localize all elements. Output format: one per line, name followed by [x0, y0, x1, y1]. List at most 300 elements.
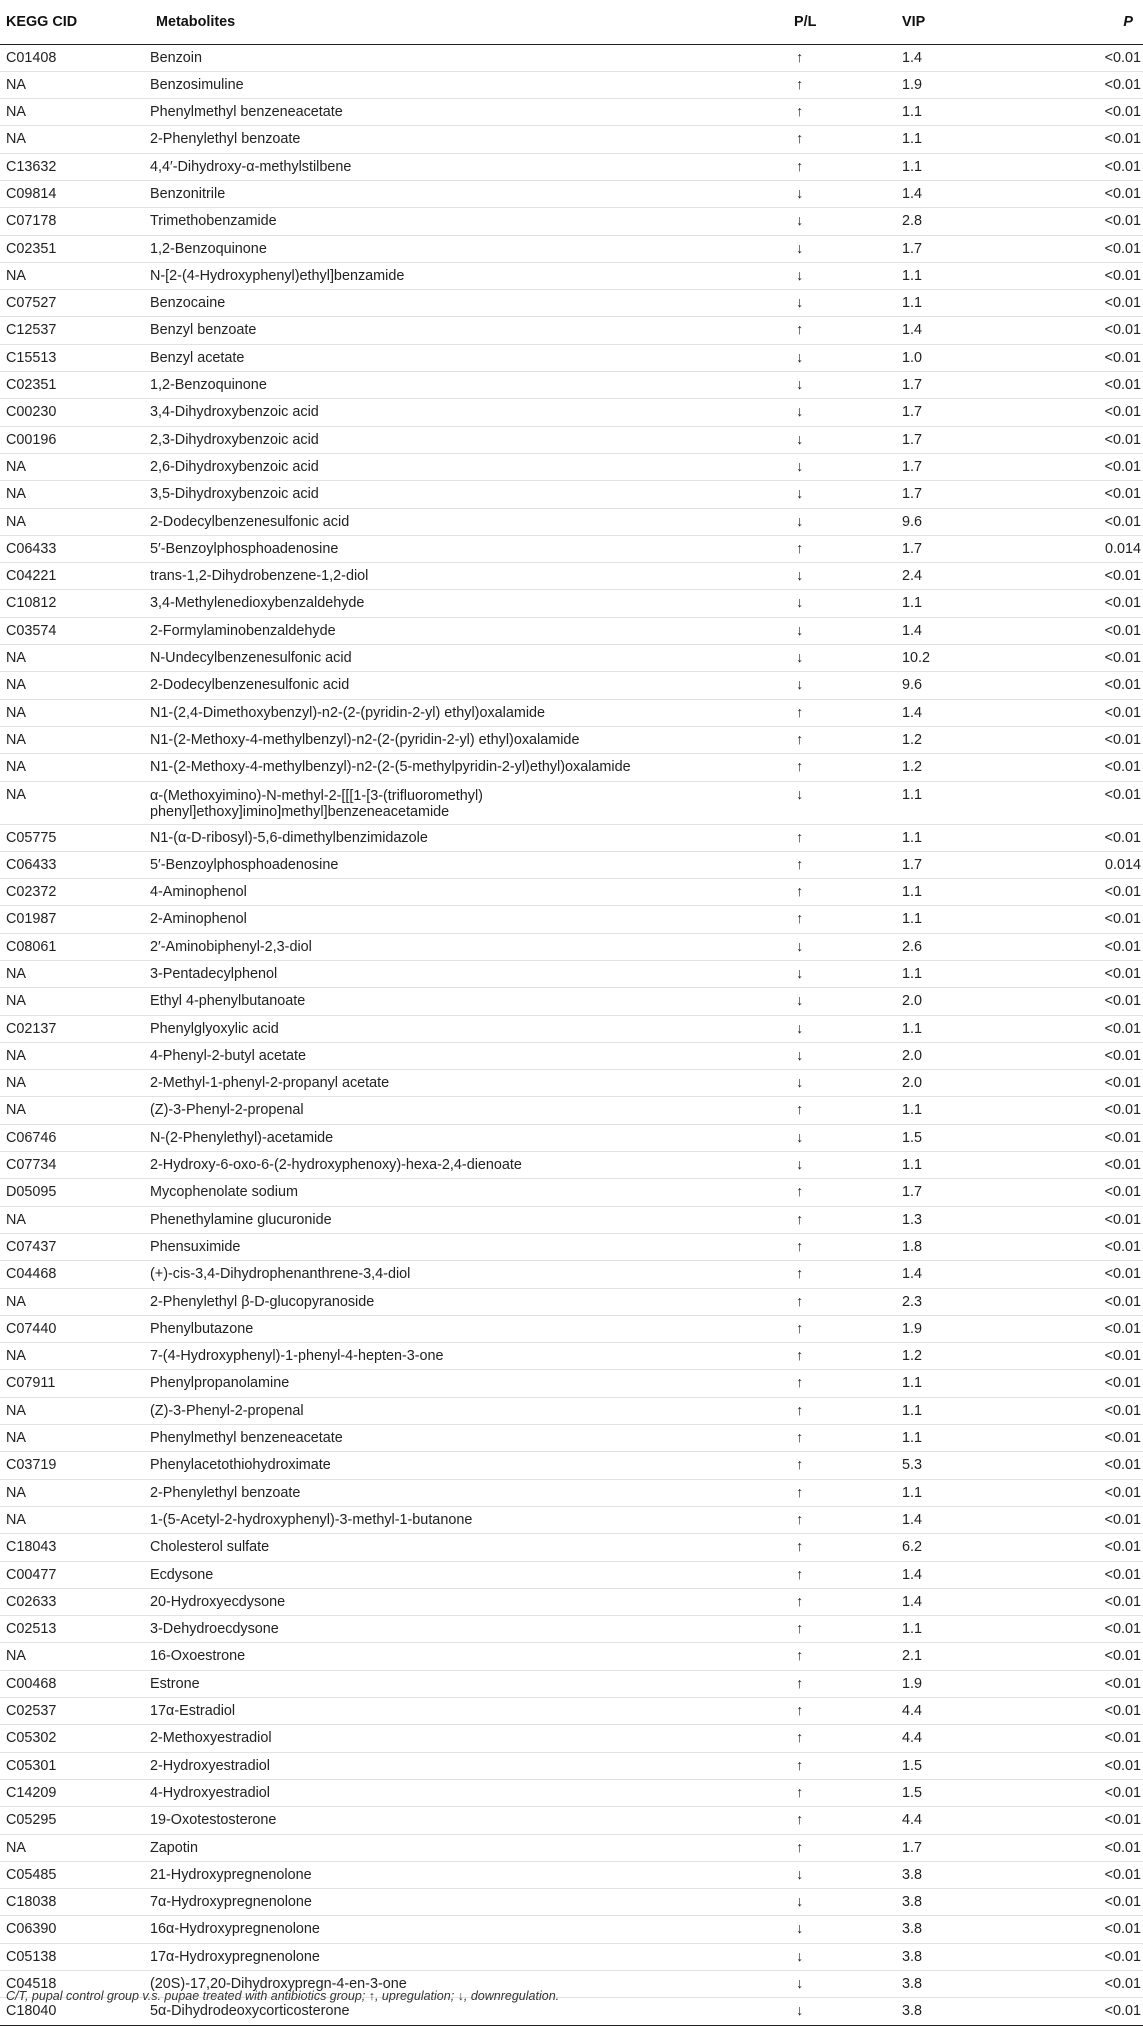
cell-kegg-cid: C14209: [0, 1779, 150, 1806]
table-row: [0, 1889, 1143, 1916]
cell-kegg-cid: C06433: [0, 851, 150, 878]
cell-pl-direction: ↓: [764, 1998, 880, 2025]
cell-kegg-cid: NA: [0, 508, 150, 535]
table-row: [0, 1315, 1143, 1342]
table-row: [0, 1425, 1143, 1452]
table-row: [0, 1343, 1143, 1370]
cell-pl-direction: ↓: [764, 372, 880, 399]
cell-metabolite: Benzyl acetate: [150, 344, 764, 371]
cell-vip: 1.7: [880, 453, 1005, 480]
cell-kegg-cid: NA: [0, 1643, 150, 1670]
cell-metabolite: 17α-Estradiol: [150, 1698, 764, 1725]
cell-pl-direction: ↓: [764, 426, 880, 453]
cell-kegg-cid: C07734: [0, 1152, 150, 1179]
cell-kegg-cid: NA: [0, 699, 150, 726]
table-row: [0, 1206, 1143, 1233]
cell-p-value: <0.01: [1005, 1889, 1143, 1916]
cell-kegg-cid: NA: [0, 672, 150, 699]
cell-pl-direction: ↓: [764, 399, 880, 426]
cell-vip: 1.1: [880, 153, 1005, 180]
table-row: [0, 1124, 1143, 1151]
table-row: [0, 1588, 1143, 1615]
cell-vip: 4.4: [880, 1725, 1005, 1752]
cell-pl-direction: ↓: [764, 933, 880, 960]
cell-metabolite: 4-Phenyl-2-butyl acetate: [150, 1042, 764, 1069]
header-pl: P/L: [764, 0, 880, 44]
cell-metabolite: Benzyl benzoate: [150, 317, 764, 344]
cell-kegg-cid: NA: [0, 1097, 150, 1124]
cell-pl-direction: ↑: [764, 1506, 880, 1533]
table-row: [0, 99, 1143, 126]
cell-vip: 1.9: [880, 1315, 1005, 1342]
cell-metabolite: Estrone: [150, 1670, 764, 1697]
cell-metabolite: Ethyl 4-phenylbutanoate: [150, 988, 764, 1015]
table-row: [0, 1861, 1143, 1888]
cell-metabolite: N1-(2,4-Dimethoxybenzyl)-n2-(2-(pyridin-2-yl) ethyl)oxalamide: [150, 699, 764, 726]
cell-vip: 1.1: [880, 590, 1005, 617]
cell-vip: 1.7: [880, 399, 1005, 426]
table-row: [0, 781, 1143, 824]
table-row: [0, 563, 1143, 590]
cell-kegg-cid: NA: [0, 781, 150, 824]
cell-pl-direction: ↑: [764, 754, 880, 781]
cell-pl-direction: ↑: [764, 1725, 880, 1752]
cell-p-value: <0.01: [1005, 617, 1143, 644]
table-row: [0, 1179, 1143, 1206]
table-row: [0, 153, 1143, 180]
cell-vip: 2.1: [880, 1643, 1005, 1670]
cell-p-value: <0.01: [1005, 1616, 1143, 1643]
cell-metabolite: 4-Aminophenol: [150, 879, 764, 906]
cell-vip: 1.1: [880, 290, 1005, 317]
cell-p-value: <0.01: [1005, 906, 1143, 933]
cell-pl-direction: ↓: [764, 563, 880, 590]
cell-pl-direction: ↓: [764, 1970, 880, 1997]
cell-kegg-cid: NA: [0, 1288, 150, 1315]
cell-kegg-cid: C12537: [0, 317, 150, 344]
table-row: [0, 851, 1143, 878]
cell-pl-direction: ↑: [764, 1643, 880, 1670]
cell-p-value: <0.01: [1005, 1233, 1143, 1260]
cell-p-value: <0.01: [1005, 99, 1143, 126]
cell-pl-direction: ↓: [764, 481, 880, 508]
table-row: [0, 1152, 1143, 1179]
cell-pl-direction: ↓: [764, 1152, 880, 1179]
cell-vip: 4.4: [880, 1807, 1005, 1834]
cell-vip: 1.2: [880, 754, 1005, 781]
cell-p-value: 0.014: [1005, 535, 1143, 562]
cell-p-value: <0.01: [1005, 1943, 1143, 1970]
table-row: [0, 1616, 1143, 1643]
cell-pl-direction: ↓: [764, 1861, 880, 1888]
table-row: [0, 754, 1143, 781]
table-row: [0, 1916, 1143, 1943]
cell-p-value: <0.01: [1005, 754, 1143, 781]
cell-kegg-cid: NA: [0, 1425, 150, 1452]
cell-vip: 1.4: [880, 180, 1005, 207]
table-row: [0, 1261, 1143, 1288]
cell-vip: 1.3: [880, 1206, 1005, 1233]
cell-vip: 1.5: [880, 1752, 1005, 1779]
cell-p-value: <0.01: [1005, 1042, 1143, 1069]
table-row: [0, 235, 1143, 262]
cell-metabolite: 3,4-Dihydroxybenzoic acid: [150, 399, 764, 426]
cell-metabolite: N1-(α-D-ribosyl)-5,6-dimethylbenzimidazole: [150, 824, 764, 851]
cell-vip: 3.8: [880, 1889, 1005, 1916]
cell-vip: 2.0: [880, 1042, 1005, 1069]
cell-metabolite: 3-Pentadecylphenol: [150, 961, 764, 988]
cell-p-value: <0.01: [1005, 1861, 1143, 1888]
cell-kegg-cid: C02513: [0, 1616, 150, 1643]
cell-vip: 1.1: [880, 1425, 1005, 1452]
cell-p-value: <0.01: [1005, 71, 1143, 98]
cell-vip: 2.6: [880, 933, 1005, 960]
cell-vip: 1.5: [880, 1779, 1005, 1806]
cell-metabolite: 5α-Dihydrodeoxycorticosterone: [150, 1998, 764, 2025]
cell-vip: 1.4: [880, 1506, 1005, 1533]
cell-metabolite: (Z)-3-Phenyl-2-propenal: [150, 1397, 764, 1424]
cell-kegg-cid: C07527: [0, 290, 150, 317]
cell-p-value: <0.01: [1005, 44, 1143, 71]
cell-pl-direction: ↑: [764, 879, 880, 906]
cell-kegg-cid: NA: [0, 726, 150, 753]
cell-metabolite: 20-Hydroxyecdysone: [150, 1588, 764, 1615]
cell-p-value: <0.01: [1005, 1752, 1143, 1779]
cell-metabolite: Phenethylamine glucuronide: [150, 1206, 764, 1233]
table-row: [0, 1288, 1143, 1315]
table-row: [0, 290, 1143, 317]
cell-pl-direction: ↑: [764, 1534, 880, 1561]
cell-metabolite: N1-(2-Methoxy-4-methylbenzyl)-n2-(2-(pyridin-2-yl) ethyl)oxalamide: [150, 726, 764, 753]
cell-pl-direction: ↓: [764, 961, 880, 988]
cell-pl-direction: ↓: [764, 590, 880, 617]
cell-vip: 3.8: [880, 1970, 1005, 1997]
table-row: [0, 1561, 1143, 1588]
cell-kegg-cid: C05775: [0, 824, 150, 851]
cell-metabolite: Phenylglyoxylic acid: [150, 1015, 764, 1042]
cell-pl-direction: ↑: [764, 1752, 880, 1779]
cell-metabolite: 5′-Benzoylphosphoadenosine: [150, 851, 764, 878]
table-row: [0, 1370, 1143, 1397]
cell-vip: 9.6: [880, 672, 1005, 699]
cell-kegg-cid: NA: [0, 71, 150, 98]
cell-metabolite: Phenylmethyl benzeneacetate: [150, 1425, 764, 1452]
cell-kegg-cid: C09814: [0, 180, 150, 207]
cell-kegg-cid: C03719: [0, 1452, 150, 1479]
cell-metabolite: (20S)-17,20-Dihydroxypregn-4-en-3-one: [150, 1970, 764, 1997]
cell-pl-direction: ↓: [764, 645, 880, 672]
table-row: [0, 1670, 1143, 1697]
cell-metabolite: 1,2-Benzoquinone: [150, 235, 764, 262]
cell-kegg-cid: NA: [0, 1343, 150, 1370]
cell-kegg-cid: C18040: [0, 1998, 150, 2025]
cell-kegg-cid: C01987: [0, 906, 150, 933]
cell-kegg-cid: NA: [0, 1506, 150, 1533]
cell-pl-direction: ↑: [764, 153, 880, 180]
table-row: [0, 71, 1143, 98]
cell-pl-direction: ↑: [764, 1343, 880, 1370]
cell-pl-direction: ↑: [764, 726, 880, 753]
table-row: [0, 399, 1143, 426]
cell-kegg-cid: NA: [0, 1397, 150, 1424]
table-row: [0, 1015, 1143, 1042]
table-row: [0, 1506, 1143, 1533]
cell-metabolite: N1-(2-Methoxy-4-methylbenzyl)-n2-(2-(5-methylpyridin-2-yl)ethyl)oxalamide: [150, 754, 764, 781]
table-row: [0, 1834, 1143, 1861]
table-row: [0, 372, 1143, 399]
table-row: [0, 672, 1143, 699]
table-row: [0, 426, 1143, 453]
cell-p-value: <0.01: [1005, 290, 1143, 317]
cell-p-value: <0.01: [1005, 726, 1143, 753]
cell-pl-direction: ↑: [764, 71, 880, 98]
cell-p-value: <0.01: [1005, 1152, 1143, 1179]
cell-metabolite: 2-Methoxyestradiol: [150, 1725, 764, 1752]
cell-vip: 5.3: [880, 1452, 1005, 1479]
cell-p-value: <0.01: [1005, 1698, 1143, 1725]
cell-vip: 1.9: [880, 71, 1005, 98]
cell-metabolite: 21-Hydroxypregnenolone: [150, 1861, 764, 1888]
table-row: [0, 824, 1143, 851]
cell-kegg-cid: C07440: [0, 1315, 150, 1342]
cell-vip: 1.1: [880, 126, 1005, 153]
table-row: [0, 961, 1143, 988]
cell-kegg-cid: C07911: [0, 1370, 150, 1397]
table-row: [0, 1233, 1143, 1260]
cell-p-value: <0.01: [1005, 645, 1143, 672]
cell-kegg-cid: NA: [0, 1206, 150, 1233]
cell-p-value: <0.01: [1005, 1534, 1143, 1561]
table-row: [0, 726, 1143, 753]
cell-p-value: <0.01: [1005, 317, 1143, 344]
cell-vip: 1.7: [880, 1834, 1005, 1861]
cell-p-value: <0.01: [1005, 672, 1143, 699]
cell-metabolite: 2′-Aminobiphenyl-2,3-diol: [150, 933, 764, 960]
cell-metabolite: 16-Oxoestrone: [150, 1643, 764, 1670]
cell-p-value: <0.01: [1005, 1916, 1143, 1943]
cell-metabolite: 3,5-Dihydroxybenzoic acid: [150, 481, 764, 508]
cell-p-value: <0.01: [1005, 988, 1143, 1015]
cell-p-value: <0.01: [1005, 453, 1143, 480]
cell-pl-direction: ↑: [764, 1479, 880, 1506]
table-row: [0, 1042, 1143, 1069]
table-row: [0, 535, 1143, 562]
cell-vip: 1.4: [880, 1561, 1005, 1588]
cell-kegg-cid: C05485: [0, 1861, 150, 1888]
cell-pl-direction: ↑: [764, 1616, 880, 1643]
cell-vip: 1.7: [880, 426, 1005, 453]
cell-metabolite: 17α-Hydroxypregnenolone: [150, 1943, 764, 1970]
cell-pl-direction: ↓: [764, 1070, 880, 1097]
cell-p-value: <0.01: [1005, 1124, 1143, 1151]
cell-vip: 1.1: [880, 262, 1005, 289]
cell-pl-direction: ↑: [764, 1561, 880, 1588]
cell-metabolite: Benzosimuline: [150, 71, 764, 98]
cell-kegg-cid: C06390: [0, 1916, 150, 1943]
cell-kegg-cid: C00468: [0, 1670, 150, 1697]
table-row: [0, 1479, 1143, 1506]
cell-p-value: <0.01: [1005, 1998, 1143, 2025]
cell-pl-direction: ↑: [764, 1288, 880, 1315]
cell-metabolite: 1-(5-Acetyl-2-hydroxyphenyl)-3-methyl-1-butanone: [150, 1506, 764, 1533]
cell-kegg-cid: C10812: [0, 590, 150, 617]
table-row: [0, 508, 1143, 535]
cell-kegg-cid: C00477: [0, 1561, 150, 1588]
cell-metabolite: Benzonitrile: [150, 180, 764, 207]
cell-kegg-cid: C18038: [0, 1889, 150, 1916]
cell-kegg-cid: C05295: [0, 1807, 150, 1834]
cell-p-value: <0.01: [1005, 399, 1143, 426]
cell-p-value: <0.01: [1005, 1506, 1143, 1533]
cell-p-value: <0.01: [1005, 1288, 1143, 1315]
cell-kegg-cid: C18043: [0, 1534, 150, 1561]
cell-p-value: <0.01: [1005, 781, 1143, 824]
cell-pl-direction: ↑: [764, 99, 880, 126]
cell-kegg-cid: C05301: [0, 1752, 150, 1779]
table-row: [0, 1534, 1143, 1561]
table-row: [0, 262, 1143, 289]
table-row: [0, 1752, 1143, 1779]
cell-p-value: <0.01: [1005, 590, 1143, 617]
table-row: [0, 906, 1143, 933]
cell-metabolite: Benzoin: [150, 44, 764, 71]
cell-kegg-cid: NA: [0, 1042, 150, 1069]
cell-vip: 6.2: [880, 1534, 1005, 1561]
cell-metabolite: Phenylmethyl benzeneacetate: [150, 99, 764, 126]
cell-p-value: <0.01: [1005, 1343, 1143, 1370]
cell-p-value: <0.01: [1005, 208, 1143, 235]
cell-metabolite: (+)-cis-3,4-Dihydrophenanthrene-3,4-diol: [150, 1261, 764, 1288]
cell-vip: 1.0: [880, 344, 1005, 371]
cell-pl-direction: ↓: [764, 180, 880, 207]
cell-p-value: <0.01: [1005, 563, 1143, 590]
cell-p-value: <0.01: [1005, 1479, 1143, 1506]
cell-kegg-cid: C05302: [0, 1725, 150, 1752]
cell-pl-direction: ↓: [764, 262, 880, 289]
cell-pl-direction: ↑: [764, 1452, 880, 1479]
cell-p-value: <0.01: [1005, 508, 1143, 535]
cell-metabolite: 2-Aminophenol: [150, 906, 764, 933]
cell-p-value: 0.014: [1005, 851, 1143, 878]
cell-pl-direction: ↑: [764, 1779, 880, 1806]
cell-vip: 3.8: [880, 1916, 1005, 1943]
cell-kegg-cid: C02633: [0, 1588, 150, 1615]
cell-metabolite: 3-Dehydroecdysone: [150, 1616, 764, 1643]
table-row: [0, 590, 1143, 617]
cell-metabolite: 2,6-Dihydroxybenzoic acid: [150, 453, 764, 480]
table-row: [0, 180, 1143, 207]
cell-kegg-cid: C04468: [0, 1261, 150, 1288]
cell-kegg-cid: NA: [0, 481, 150, 508]
cell-pl-direction: ↑: [764, 1315, 880, 1342]
cell-p-value: <0.01: [1005, 262, 1143, 289]
table-row: [0, 126, 1143, 153]
cell-metabolite: 7-(4-Hydroxyphenyl)-1-phenyl-4-hepten-3-one: [150, 1343, 764, 1370]
cell-p-value: <0.01: [1005, 426, 1143, 453]
cell-metabolite: 2-Dodecylbenzenesulfonic acid: [150, 672, 764, 699]
cell-pl-direction: ↑: [764, 1397, 880, 1424]
cell-vip: 1.1: [880, 1152, 1005, 1179]
cell-vip: 3.8: [880, 1998, 1005, 2025]
cell-pl-direction: ↑: [764, 1698, 880, 1725]
cell-vip: 1.7: [880, 235, 1005, 262]
cell-p-value: <0.01: [1005, 1452, 1143, 1479]
cell-metabolite: Ecdysone: [150, 1561, 764, 1588]
cell-pl-direction: ↑: [764, 126, 880, 153]
cell-p-value: <0.01: [1005, 481, 1143, 508]
cell-vip: 1.4: [880, 1588, 1005, 1615]
cell-kegg-cid: C08061: [0, 933, 150, 960]
cell-vip: 1.1: [880, 99, 1005, 126]
cell-metabolite: N-Undecylbenzenesulfonic acid: [150, 645, 764, 672]
cell-metabolite: Trimethobenzamide: [150, 208, 764, 235]
cell-p-value: <0.01: [1005, 699, 1143, 726]
cell-vip: 1.1: [880, 1397, 1005, 1424]
cell-kegg-cid: C02351: [0, 235, 150, 262]
cell-pl-direction: ↑: [764, 1233, 880, 1260]
cell-metabolite: 3,4-Methylenedioxybenzaldehyde: [150, 590, 764, 617]
cell-metabolite: N-(2-Phenylethyl)-acetamide: [150, 1124, 764, 1151]
cell-pl-direction: ↓: [764, 781, 880, 824]
cell-metabolite: Cholesterol sulfate: [150, 1534, 764, 1561]
cell-metabolite: Phenylpropanolamine: [150, 1370, 764, 1397]
table-row: [0, 1725, 1143, 1752]
cell-kegg-cid: D05095: [0, 1179, 150, 1206]
cell-p-value: <0.01: [1005, 1779, 1143, 1806]
table-row: [0, 699, 1143, 726]
cell-pl-direction: ↑: [764, 1179, 880, 1206]
cell-vip: 1.4: [880, 44, 1005, 71]
cell-metabolite: 4-Hydroxyestradiol: [150, 1779, 764, 1806]
cell-vip: 1.7: [880, 372, 1005, 399]
cell-vip: 1.1: [880, 961, 1005, 988]
cell-pl-direction: ↑: [764, 1425, 880, 1452]
cell-vip: 9.6: [880, 508, 1005, 535]
cell-kegg-cid: C00230: [0, 399, 150, 426]
cell-p-value: <0.01: [1005, 1970, 1143, 1997]
cell-kegg-cid: NA: [0, 99, 150, 126]
cell-vip: 2.0: [880, 1070, 1005, 1097]
cell-vip: 1.2: [880, 726, 1005, 753]
cell-pl-direction: ↑: [764, 1370, 880, 1397]
cell-p-value: <0.01: [1005, 1397, 1143, 1424]
cell-p-value: <0.01: [1005, 1834, 1143, 1861]
cell-vip: 1.1: [880, 1370, 1005, 1397]
table-body: [0, 44, 1143, 2025]
table-row: [0, 645, 1143, 672]
cell-metabolite: 16α-Hydroxypregnenolone: [150, 1916, 764, 1943]
cell-metabolite: (Z)-3-Phenyl-2-propenal: [150, 1097, 764, 1124]
cell-pl-direction: ↓: [764, 453, 880, 480]
cell-metabolite: 1,2-Benzoquinone: [150, 372, 764, 399]
cell-vip: 1.1: [880, 1479, 1005, 1506]
cell-p-value: <0.01: [1005, 1588, 1143, 1615]
cell-pl-direction: ↑: [764, 1588, 880, 1615]
cell-vip: 1.7: [880, 481, 1005, 508]
cell-kegg-cid: C13632: [0, 153, 150, 180]
cell-pl-direction: ↓: [764, 208, 880, 235]
cell-metabolite: α-(Methoxyimino)-N-methyl-2-[[[1-[3-(trifluoromethyl) phenyl]ethoxy]imino]methyl]benzeneacetamide: [150, 781, 764, 824]
cell-pl-direction: ↓: [764, 235, 880, 262]
table-row: [0, 481, 1143, 508]
cell-kegg-cid: NA: [0, 262, 150, 289]
cell-p-value: <0.01: [1005, 1070, 1143, 1097]
cell-vip: 1.4: [880, 699, 1005, 726]
cell-p-value: <0.01: [1005, 1807, 1143, 1834]
cell-pl-direction: ↑: [764, 317, 880, 344]
cell-kegg-cid: C15513: [0, 344, 150, 371]
cell-pl-direction: ↑: [764, 1807, 880, 1834]
